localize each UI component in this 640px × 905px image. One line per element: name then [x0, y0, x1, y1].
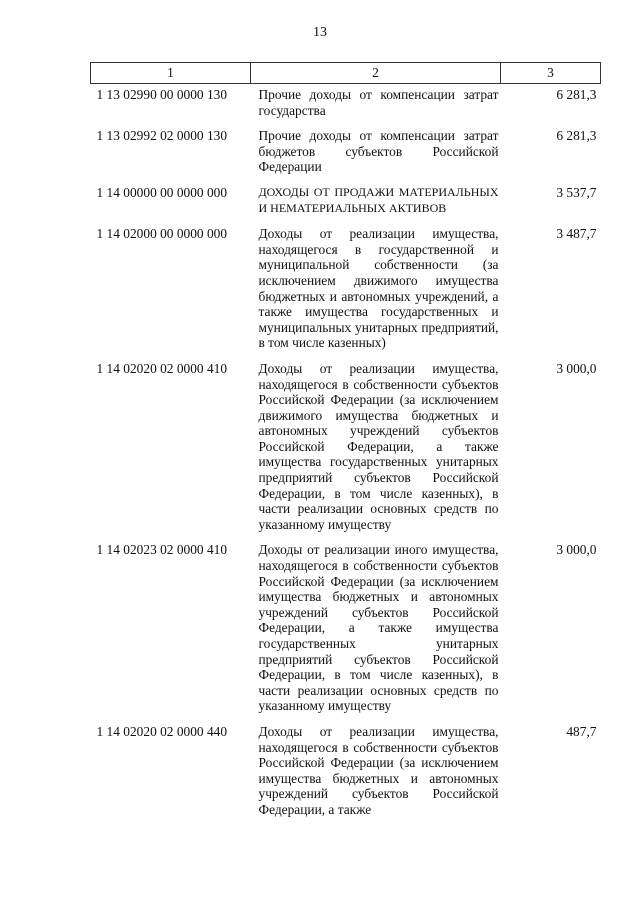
- table-row: [91, 84, 601, 129]
- table-row: [91, 185, 601, 226]
- revenue-description: Доходы от реализации имущества, находящегося в государственной и муниципальной собственности (за исключением движимого имущества бюджетных и автономных учреждений, а также имущества государственных и муниципальных унитарных предприятий, в том числе казенных): [258, 226, 499, 351]
- table-row: [91, 361, 601, 543]
- table-row: [91, 226, 601, 361]
- column-header-amount: 3: [501, 63, 601, 84]
- revenue-description: Доходы от реализации имущества, находящегося в собственности субъектов Российской Федерации (за исключением имущества бюджетных и автономных учреждений субъектов Российской Федерации, а также: [258, 723, 499, 817]
- revenue-amount: 6 281,3: [556, 87, 597, 102]
- revenue-code: 1 14 02000 00 0000 000: [96, 226, 228, 242]
- revenue-code: 1 14 02020 02 0000 440: [96, 723, 228, 739]
- revenue-code: 1 13 02990 00 0000 130: [96, 87, 228, 102]
- column-header-code: 1: [91, 63, 251, 84]
- table-header: [91, 63, 601, 84]
- revenue-description: Доходы от реализации иного имущества, находящегося в собственности субъектов Российской Федерации (за исключением имущества бюджетных и автономных учреждений субъектов Российской Федерации, а также имущества государственных унитарных предприятий субъектов Российской Федерации, в том числе казенных), в части реализации основных средств по указанному имуществу: [258, 542, 499, 714]
- table-row: [91, 128, 601, 185]
- revenue-amount: 3 537,7: [556, 184, 597, 200]
- revenue-description: Прочие доходы от компенсации затрат государства: [258, 87, 499, 118]
- revenue-description: Прочие доходы от компенсации затрат бюджетов субъектов Российской Федерации: [258, 128, 499, 175]
- revenue-code: 1 14 02020 02 0000 410: [96, 360, 228, 376]
- page-number: 13: [313, 25, 327, 40]
- table-body: [91, 84, 601, 828]
- revenue-amount: 3 000,0: [556, 542, 597, 558]
- revenue-amount: 487,7: [566, 723, 597, 739]
- revenue-description: ДОХОДЫ ОТ ПРОДАЖИ МАТЕРИАЛЬНЫХ И НЕМАТЕРИАЛЬНЫХ АКТИВОВ: [258, 184, 499, 215]
- budget-revenue-table: [90, 62, 601, 828]
- table-row: [91, 724, 601, 828]
- revenue-code: 1 14 00000 00 0000 000: [96, 184, 228, 200]
- revenue-amount: 6 281,3: [556, 128, 597, 144]
- revenue-code: 1 14 02023 02 0000 410: [96, 542, 228, 558]
- revenue-amount: 3 487,7: [556, 226, 597, 242]
- revenue-amount: 3 000,0: [556, 360, 597, 376]
- column-header-description: 2: [251, 63, 501, 84]
- table-header-row: [91, 63, 601, 84]
- table-row: [91, 542, 601, 724]
- revenue-description: Доходы от реализации имущества, находящегося в собственности субъектов Российской Федерации (за исключением движимого имущества бюджетных и автономных учреждений субъектов Российской Федерации, а также имущества государственных унитарных предприятий субъектов Российской Федерации, в том числе казенных), в части реализации основных средств по указанному имуществу: [258, 360, 499, 532]
- revenue-code: 1 13 02992 02 0000 130: [96, 128, 228, 144]
